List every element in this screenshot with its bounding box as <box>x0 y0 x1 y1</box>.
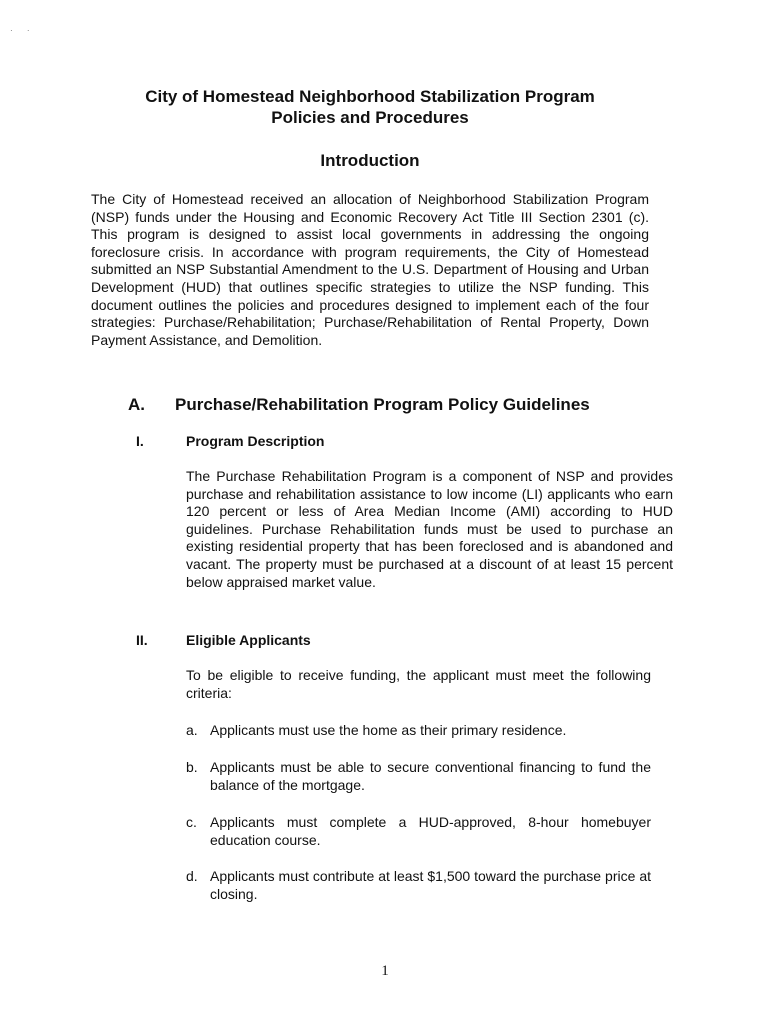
intro-heading: Introduction <box>320 151 420 170</box>
criteria-letter: c. <box>186 814 197 830</box>
criteria-letter: d. <box>186 868 198 884</box>
subsection-1-number: I. <box>136 433 144 449</box>
criteria-text: Applicants must use the home as their primary residence. <box>210 722 567 738</box>
criteria-item <box>186 813 651 849</box>
subsection-2-number: II. <box>136 632 148 648</box>
subsection-2-title: Eligible Applicants <box>186 632 311 648</box>
criteria-text: Applicants must be able to secure conventional financing to fund the balance of the mortgage. <box>210 759 651 793</box>
criteria-text: Applicants must contribute at least $1,500 toward the purchase price at closing. <box>210 868 651 902</box>
scan-specks: · · <box>10 26 36 35</box>
subsection-1-title: Program Description <box>186 433 325 449</box>
criteria-item <box>186 721 651 739</box>
section-a-number: A. <box>128 395 145 414</box>
page-number: 1 <box>381 963 389 979</box>
criteria-letter: b. <box>186 759 198 775</box>
criteria-item <box>186 758 651 794</box>
eligible-applicants-paragraph: To be eligible to receive funding, the applicant must meet the following criteria: <box>186 667 651 701</box>
criteria-item <box>186 867 651 903</box>
title-line-2: Policies and Procedures <box>271 108 469 127</box>
criteria-text: Applicants must complete a HUD-approved, 8-hour homebuyer education course. <box>210 814 651 848</box>
program-description-paragraph: The Purchase Rehabilitation Program is a component of NSP and provides purchase and rehabilitation assistance to low income (LI) applicants who earn 120 percent or less of Area Median Income (AMI) according to HUD guidelines. Purchase Rehabilitation funds must be used to purchase an existing residential property that has been foreclosed and is abandoned and vacant. The property must be purchased at a discount of at least 15 percent below appraised market value. <box>186 468 673 590</box>
criteria-letter: a. <box>186 722 198 738</box>
intro-paragraph: The City of Homestead received an allocation of Neighborhood Stabilization Program (NSP) funds under the Housing and Economic Recovery Act Title III Section 2301 (c). This program is designed to assist local governments in addressing the ongoing foreclosure crisis. In accordance with program requirements, the City of Homestead submitted an NSP Substantial Amendment to the U.S. Department of Housing and Urban Development (HUD) that outlines specific strategies to utilize the NSP funding. This document outlines the policies and procedures designed to implement each of the four strategies: Purchase/Rehabilitation; Purchase/Rehabilitation of Rental Property, Down Payment Assistance, and Demolition. <box>91 191 649 348</box>
document-title <box>90 86 650 128</box>
title-line-1: City of Homestead Neighborhood Stabilization Program <box>145 87 595 106</box>
section-a-title: Purchase/Rehabilitation Program Policy Guidelines <box>175 395 590 414</box>
